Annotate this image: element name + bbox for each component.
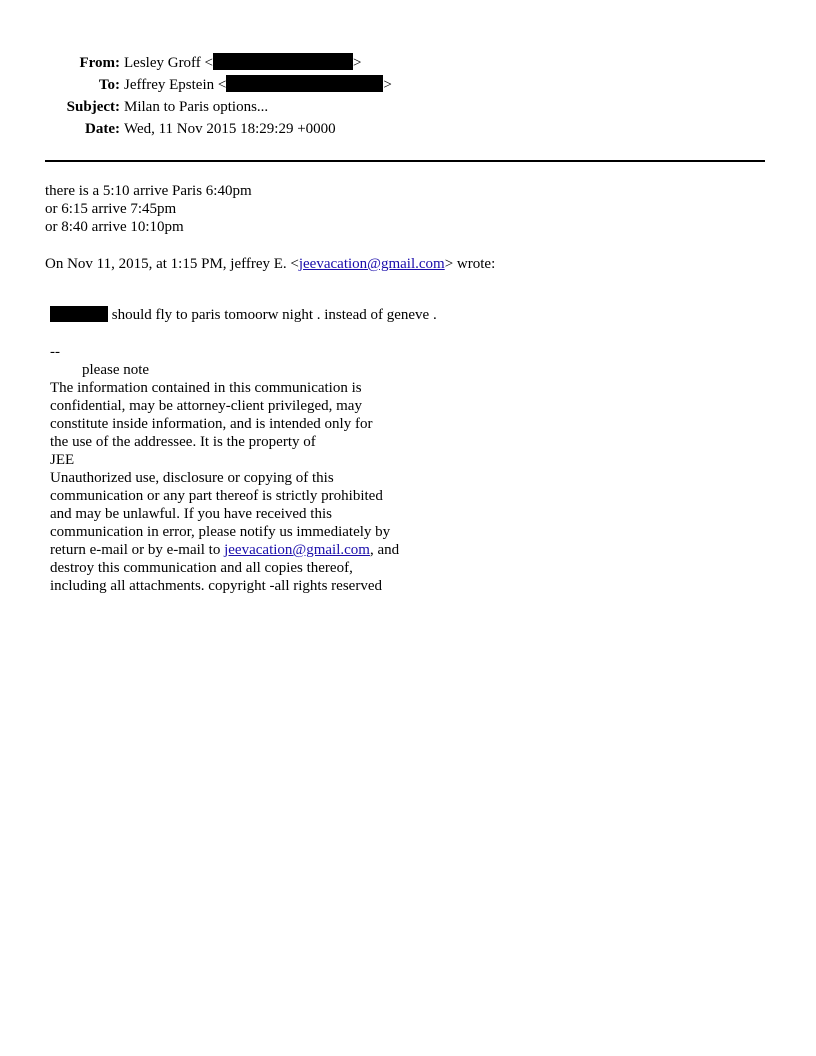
email-header xyxy=(0,52,816,140)
signature-line: JEE xyxy=(50,452,75,468)
body-line: or 8:40 arrive 10:10pm xyxy=(45,219,184,235)
signature-line: constitute inside information, and is intended only for xyxy=(50,416,373,432)
header-divider xyxy=(45,160,765,162)
date-label: Date: xyxy=(85,121,120,137)
from-label: From: xyxy=(79,55,120,71)
subject-label: Subject: xyxy=(66,99,120,115)
signature-email-link[interactable]: jeevacation@gmail.com xyxy=(224,542,370,558)
quote-intro-prefix: On Nov 11, 2015, at 1:15 PM, jeffrey E. < xyxy=(45,256,299,272)
signature-return-line xyxy=(50,541,399,559)
to-name: Jeffrey Epstein < xyxy=(124,77,227,93)
to-label: To: xyxy=(98,77,120,93)
from-row xyxy=(0,52,816,74)
date-value: Wed, 11 Nov 2015 18:29:29 +0000 xyxy=(124,121,336,137)
signature-block xyxy=(50,343,399,595)
signature-line: destroy this communication and all copies thereof, xyxy=(50,560,353,576)
signature-dashes: -- xyxy=(50,344,60,360)
from-name: Lesley Groff < xyxy=(124,55,213,71)
redaction-box xyxy=(50,306,108,322)
date-row xyxy=(0,118,816,140)
subject-value: Milan to Paris options... xyxy=(124,99,269,115)
return-prefix: return e-mail or by e-mail to xyxy=(50,542,225,558)
to-row xyxy=(0,74,816,96)
redaction-box xyxy=(226,75,383,92)
quote-attribution xyxy=(45,255,495,273)
signature-line: confidential, may be attorney-client privileged, may xyxy=(50,398,362,414)
signature-line: communication or any part thereof is strictly prohibited xyxy=(50,488,383,504)
signature-line: The information contained in this communication is xyxy=(50,380,362,396)
subject-row xyxy=(0,96,816,118)
to-value xyxy=(124,74,392,96)
signature-line: including all attachments. copyright -all rights reserved xyxy=(50,578,382,594)
quoted-text: should fly to paris tomoorw night . instead of geneve . xyxy=(108,307,437,323)
body-line: or 6:15 arrive 7:45pm xyxy=(45,201,177,217)
from-value xyxy=(124,52,361,74)
signature-line: Unauthorized use, disclosure or copying of this xyxy=(50,470,334,486)
signature-note: please note xyxy=(82,362,150,378)
signature-line: the use of the addressee. It is the property of xyxy=(50,434,316,450)
signature-line: communication in error, please notify us immediately by xyxy=(50,524,391,540)
redaction-box xyxy=(213,53,353,70)
quote-intro-suffix: > wrote: xyxy=(444,256,496,272)
quote-email-link[interactable]: jeevacation@gmail.com xyxy=(298,256,445,272)
quoted-message xyxy=(50,306,437,324)
body-line: there is a 5:10 arrive Paris 6:40pm xyxy=(45,183,252,199)
signature-line: and may be unlawful. If you have received this xyxy=(50,506,332,522)
to-close: > xyxy=(383,77,392,93)
message-body xyxy=(45,182,252,236)
return-suffix: , and xyxy=(369,542,400,558)
from-close: > xyxy=(353,55,362,71)
